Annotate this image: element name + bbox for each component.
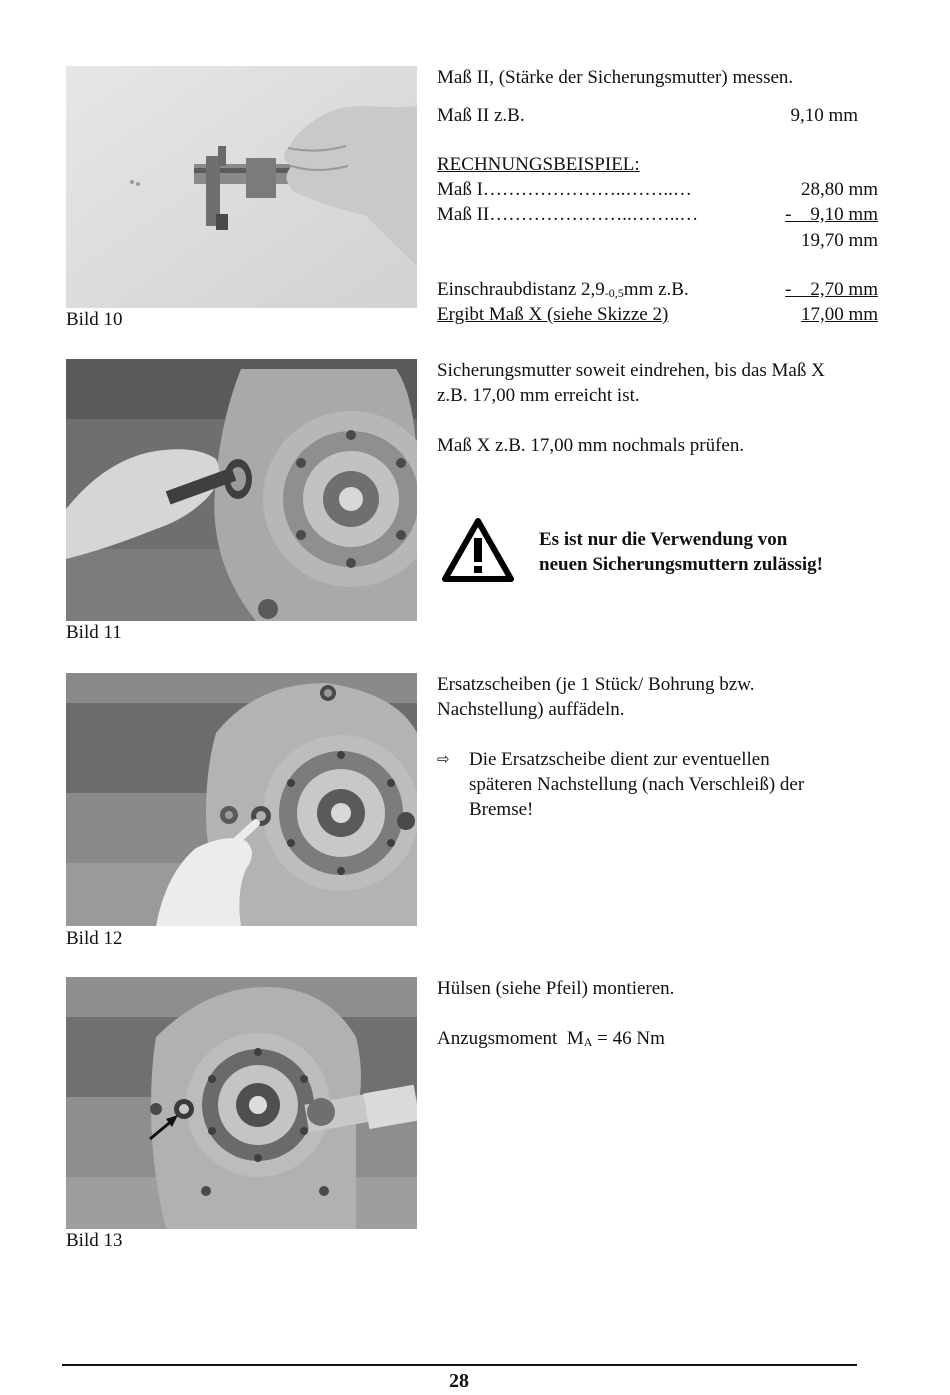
torque-subscript: A: [583, 1035, 593, 1049]
tolerance-subscript: -0,5: [604, 286, 624, 300]
photo-sleeve-mounting: [66, 977, 417, 1229]
result-label: Ergibt Maß X (siehe Skizze 2): [437, 304, 669, 325]
calc-row-value: 28,80 mm: [800, 179, 878, 200]
example-value: 9,10 mm: [790, 105, 858, 126]
instruction-line: Ersatzscheiben (je 1 Stück/ Bohrung bzw.: [437, 674, 755, 695]
example-label: Maß II z.B.: [437, 105, 525, 126]
example-row: [437, 103, 878, 128]
result-value: 17,00 mm: [800, 304, 878, 325]
note-line: Die Ersatzscheibe dient zur eventuellen: [469, 749, 770, 770]
photo-nut-tightening: [66, 359, 417, 621]
calc-row-value: 19,70 mm: [800, 230, 878, 251]
calc-row-label: Maß I…………………..……..…: [437, 179, 692, 200]
note-line: Bremse!: [469, 799, 534, 820]
calc-row-label: Maß II…………………..……..…: [437, 204, 699, 225]
instruction-line: Nachstellung) auffädeln.: [437, 699, 625, 720]
screw-distance-row: [437, 277, 878, 302]
figure-caption: Bild 11: [66, 622, 122, 643]
page-number: 28: [449, 1370, 469, 1392]
warning-text: Es ist nur die Verwendung von: [539, 529, 788, 550]
instruction-line: Maß X z.B. 17,00 mm nochmals prüfen.: [437, 435, 745, 456]
screw-distance-value: - 2,70 mm: [785, 279, 878, 300]
calc-row: [437, 202, 878, 227]
figure-caption: Bild 12: [66, 928, 123, 949]
instruction-line: Hülsen (siehe Pfeil) montieren.: [437, 978, 675, 999]
calculation-title: RECHNUNGSBEISPIEL:: [437, 154, 640, 175]
arrow-bullet-icon: ⇨: [437, 750, 450, 768]
footer-rule: [62, 1364, 857, 1366]
figure-caption: Bild 10: [66, 309, 123, 330]
torque-spec: Anzugsmoment $M_A = 46$ Nm: [437, 1028, 665, 1049]
figure-caption: Bild 13: [66, 1230, 123, 1251]
warning-triangle-icon: [442, 518, 514, 582]
instruction-line: z.B. 17,00 mm erreicht ist.: [437, 385, 640, 406]
result-row: [437, 302, 878, 327]
calc-row-value: - 9,10 mm: [785, 204, 878, 225]
instruction-line: Sicherungsmutter soweit eindrehen, bis das Maß X: [437, 360, 825, 381]
calc-row: [437, 177, 878, 202]
calc-row: [437, 228, 878, 253]
photo-caliper-measurement: [66, 66, 417, 308]
measure-heading: Maß II, (Stärke der Sicherungsmutter) messen.: [437, 67, 794, 88]
photo-washer-threading: [66, 673, 417, 926]
note-line: späteren Nachstellung (nach Verschleiß) der: [469, 774, 805, 795]
screw-distance-label: Einschraubdistanz $2,9_{-0,5}mm$ z.B.: [437, 279, 689, 300]
warning-text: neuen Sicherungsmuttern zulässig!: [539, 554, 823, 575]
